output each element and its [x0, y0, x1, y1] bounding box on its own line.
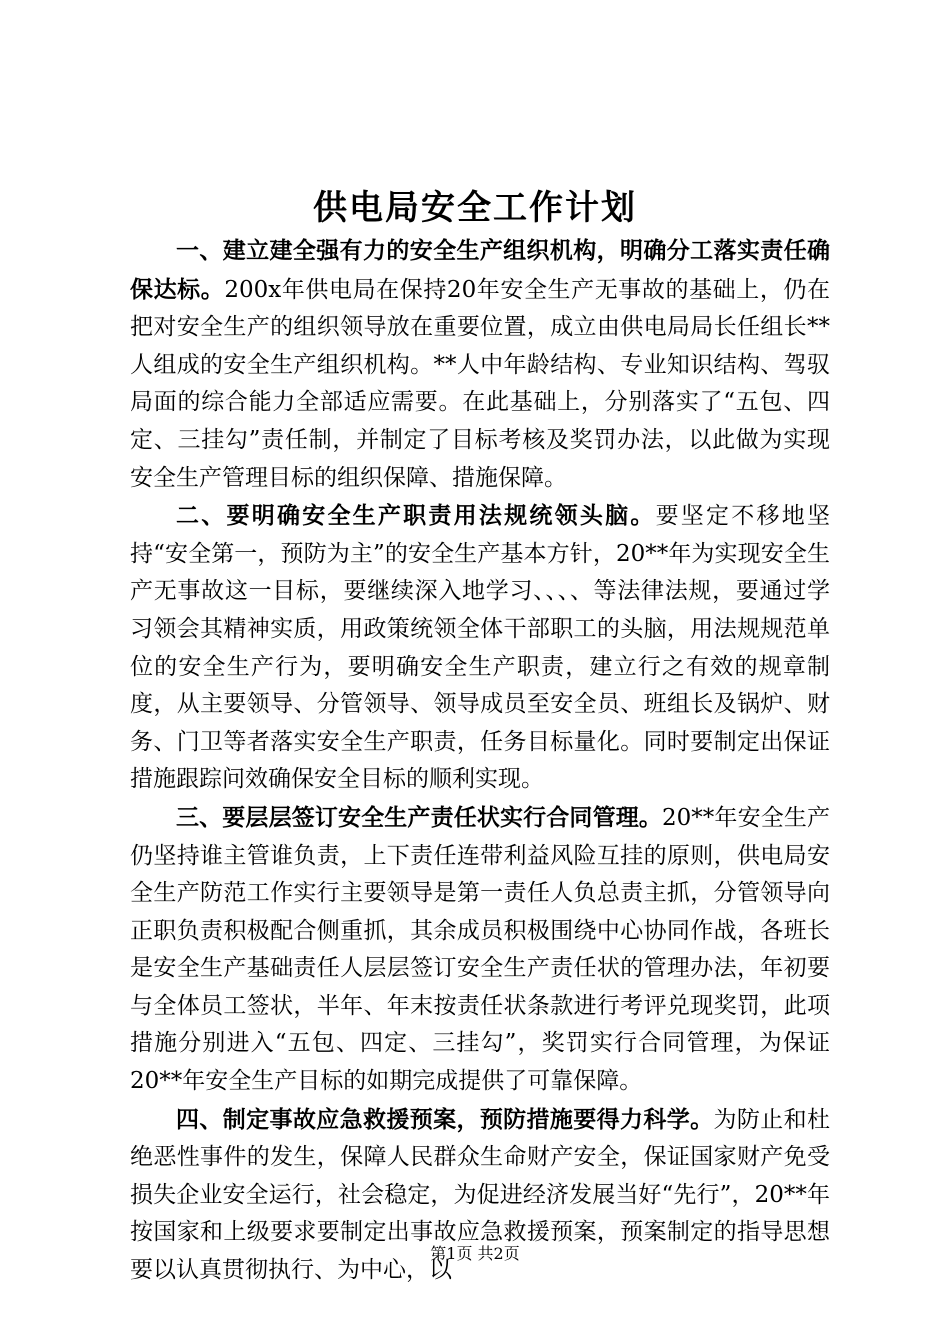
page-footer: 第1页 共2页	[430, 1244, 520, 1263]
paragraph-text: 200x年供电局在保持20年安全生产无事故的基础上，仍在把对安全生产的组织领导放在重要位置，成立由供电局局长任组长**人组成的安全生产组织机构。**人中年龄结构、专业知识结构、驾驭局面的综合能力全部适应需要。在此基础上，分别落实了“五包、四定、三挂勾”责任制，并制定了目标考核及奖罚办法，以此做为实现安全生产管理目标的组织保障、措施保障。	[130, 276, 831, 491]
paragraph-text: 为防止和杜绝恶性事件的发生，保障人民群众生命财产安全，保证国家财产免受损失企业安全运行，社会稳定，为促进经济发展当好“先行”，20**年按国家和上级要求要制定出事故应急救援预案，预案制定的指导思想要以认真贯彻执行、为中心，以	[130, 1106, 831, 1284]
page-title: 供电局安全工作计划	[313, 188, 637, 228]
paragraph-3	[130, 799, 830, 1101]
paragraph-text: 要坚定不移地坚持“安全第一，预防为主”的安全生产基本方针，20**年为实现安全生产无事故这一目标，要继续深入地学习、、、、等法律法规，要通过学习领会其精神实质，用政策统领全体干部职工的头脑，用法规规范单位的安全生产行为，要明确安全生产职责，建立行之有效的规章制度，从主要领导、分管领导、领导成员至安全员、班组长及锅炉、财务、门卫等者落实安全生产职责，任务目标量化。同时要制定出保证措施跟踪问效确保安全目标的顺利实现。	[130, 503, 831, 793]
paragraph-heading: 一、建立建全强有力的安全生产组织机构，明确分工落实责任确保达标。	[130, 237, 830, 303]
paragraph-heading: 四、制定事故应急救援预案，预防措施要得力科学。	[176, 1105, 714, 1133]
paragraph-heading: 三、要层层签订安全生产责任状实行合同管理。	[176, 803, 663, 831]
paragraph-1	[130, 232, 830, 497]
document-body	[130, 232, 830, 1290]
paragraph-2	[130, 497, 830, 799]
paragraph-text: 20**年安全生产仍坚持谁主管谁负责，上下责任连带利益风险互挂的原则，供电局安全生产防范工作实行主要领导是第一责任人负总责主抓，分管领导向正职负责积极配合侧重抓，其余成员积极围绕中心协同作战，各班长是安全生产基础责任人层层签订安全生产责任状的管理办法，年初要与全体员工签状，半年、年末按责任状条款进行考评兑现奖罚，此项措施分别进入“五包、四定、三挂勾”，奖罚实行合同管理，为保证20**年安全生产目标的如期完成提供了可靠保障。	[130, 804, 830, 1095]
paragraph-heading: 二、要明确安全生产职责用法规统领头脑。	[176, 502, 656, 530]
